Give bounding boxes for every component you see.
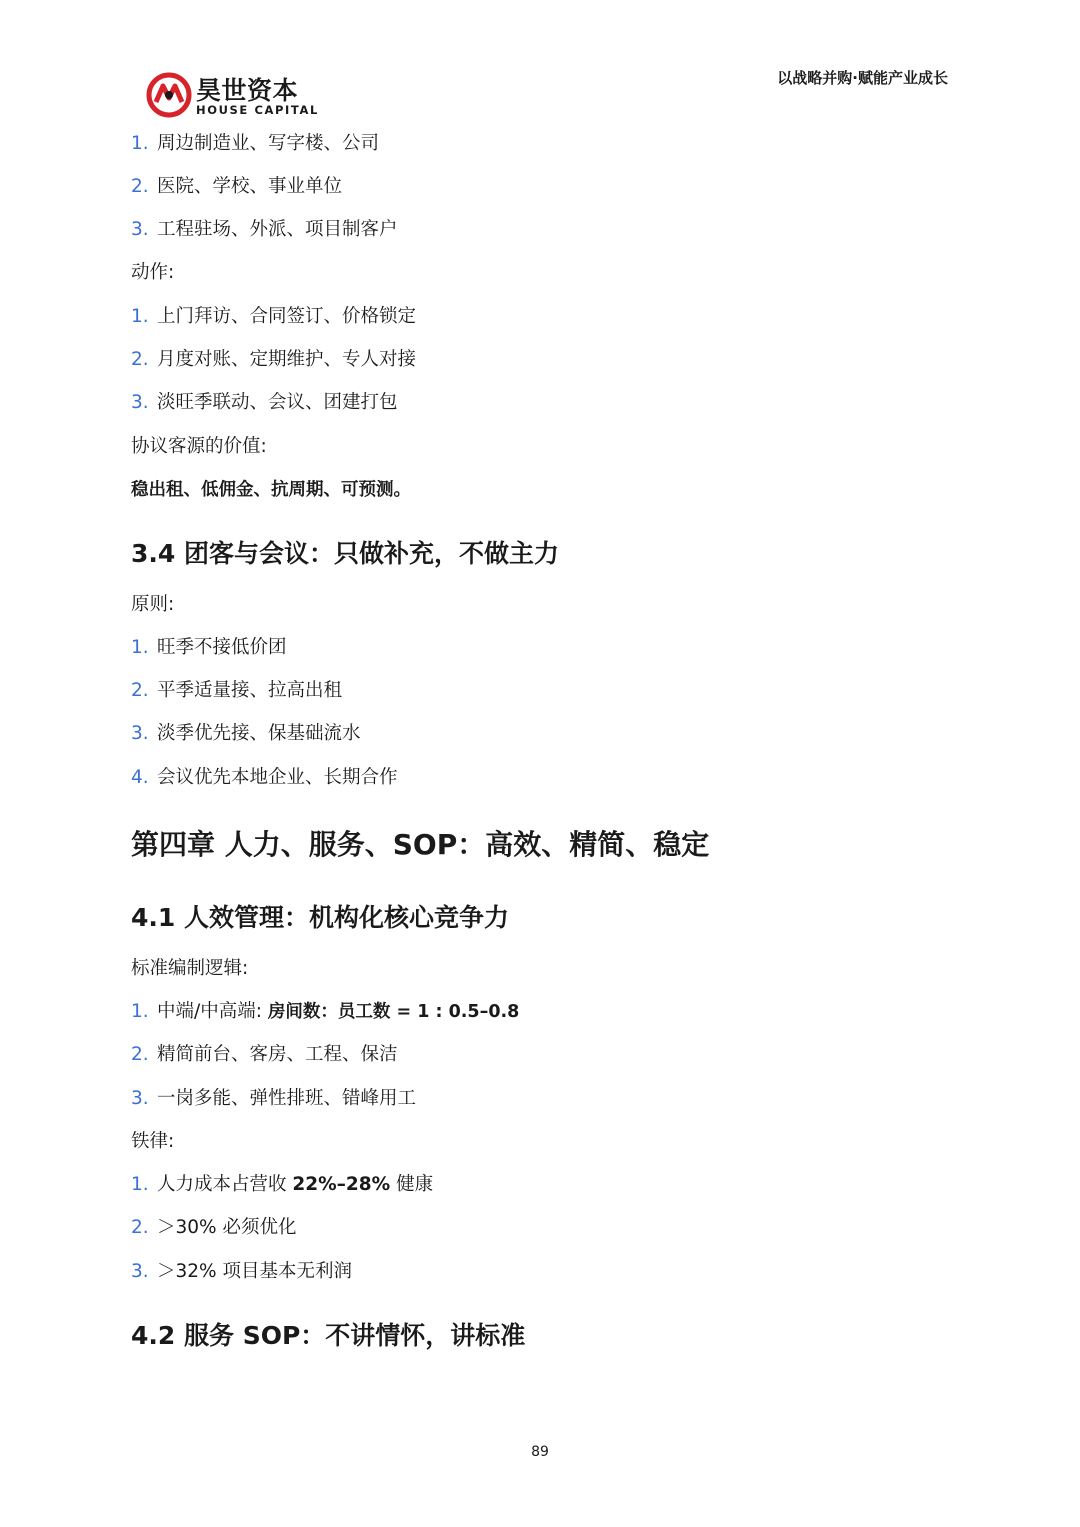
list-item [131,1259,352,1285]
list-text: 人力成本占营收 [157,1174,293,1195]
staff-ratio: 房间数：员工数 = 1 : 0.5–0.8 [267,1002,520,1022]
list-number: 3. [131,219,149,240]
list-number: 4. [131,767,149,788]
section-heading-4-2: 4.2 服务 SOP：不讲情怀，讲标准 [131,1321,526,1350]
list-number: 1. [131,637,149,658]
principle-label: 原则: [131,594,175,615]
company-logo [146,70,319,120]
value-label: 协议客源的价值: [131,436,267,457]
list-text: 月度对账、定期维护、专人对接 [157,349,417,370]
list-text: 平季适量接、拉高出租 [157,680,343,701]
list-number: 3. [131,1261,149,1282]
list-number: 2. [131,349,149,370]
list-item [131,765,398,791]
list-text: 工程驻场、外派、项目制客户 [157,219,398,240]
list-item [131,131,379,157]
list-number: 1. [131,133,149,154]
list-item [131,1042,398,1068]
list-item [131,347,416,373]
chapter-heading-4: 第四章 人力、服务、SOP：高效、精简、稳定 [131,828,710,861]
list-number: 3. [131,392,149,413]
logo-chinese-name: 昊世资本 [196,76,299,105]
list-item [131,174,342,200]
list-number: 2. [131,1044,149,1065]
list-text: 旺季不接低价团 [157,637,287,658]
list-text: 周边制造业、写字楼、公司 [157,133,380,154]
list-number: 3. [131,1088,149,1109]
list-text: 一岗多能、弹性排班、错峰用工 [157,1088,417,1109]
list-text: 上门拜访、合同签订、价格锁定 [157,306,417,327]
logo-mark-icon [146,72,192,118]
list-number: 2. [131,176,149,197]
list-item [131,390,398,416]
list-number: 2. [131,1217,149,1238]
list-number: 2. [131,680,149,701]
list-text: 会议优先本地企业、长期合作 [157,767,398,788]
list-item [131,635,287,661]
list-text-suffix: 健康 [390,1174,434,1195]
list-number: 1. [131,306,149,327]
value-statement: 稳出租、低佣金、抗周期、可预测。 [131,480,411,500]
list-number: 1. [131,1001,149,1022]
list-text: ＞30% 必须优化 [157,1217,297,1238]
labor-cost-range: 22%–28% [292,1174,391,1195]
list-text: 精简前台、客房、工程、保洁 [157,1044,398,1065]
list-text: 中端/中高端: [157,1001,262,1022]
list-text: 淡旺季联动、会议、团建打包 [157,392,398,413]
standard-label: 标准编制逻辑: [131,958,249,979]
list-item [131,1215,297,1241]
list-text: 淡季优先接、保基础流水 [157,723,361,744]
logo-english-name: HOUSE CAPITAL [196,103,319,117]
section-heading-3-4: 3.4 团客与会议：只做补充，不做主力 [131,539,559,568]
list-number: 3. [131,723,149,744]
page-number: 89 [531,1444,549,1460]
list-item [131,678,342,704]
list-text: 医院、学校、事业单位 [157,176,343,197]
list-item [131,999,519,1025]
list-item [131,1172,433,1198]
actions-label: 动作: [131,262,175,283]
section-heading-4-1: 4.1 人效管理：机构化核心竞争力 [131,903,509,932]
header-slogan: 以战略并购·赋能产业成长 [777,69,948,87]
list-item [131,1086,416,1112]
list-number: 1. [131,1174,149,1195]
list-item [131,721,361,747]
iron-rule-label: 铁律: [131,1131,175,1152]
list-item [131,304,416,330]
list-text: ＞32% 项目基本无利润 [157,1261,353,1282]
list-item [131,217,398,243]
